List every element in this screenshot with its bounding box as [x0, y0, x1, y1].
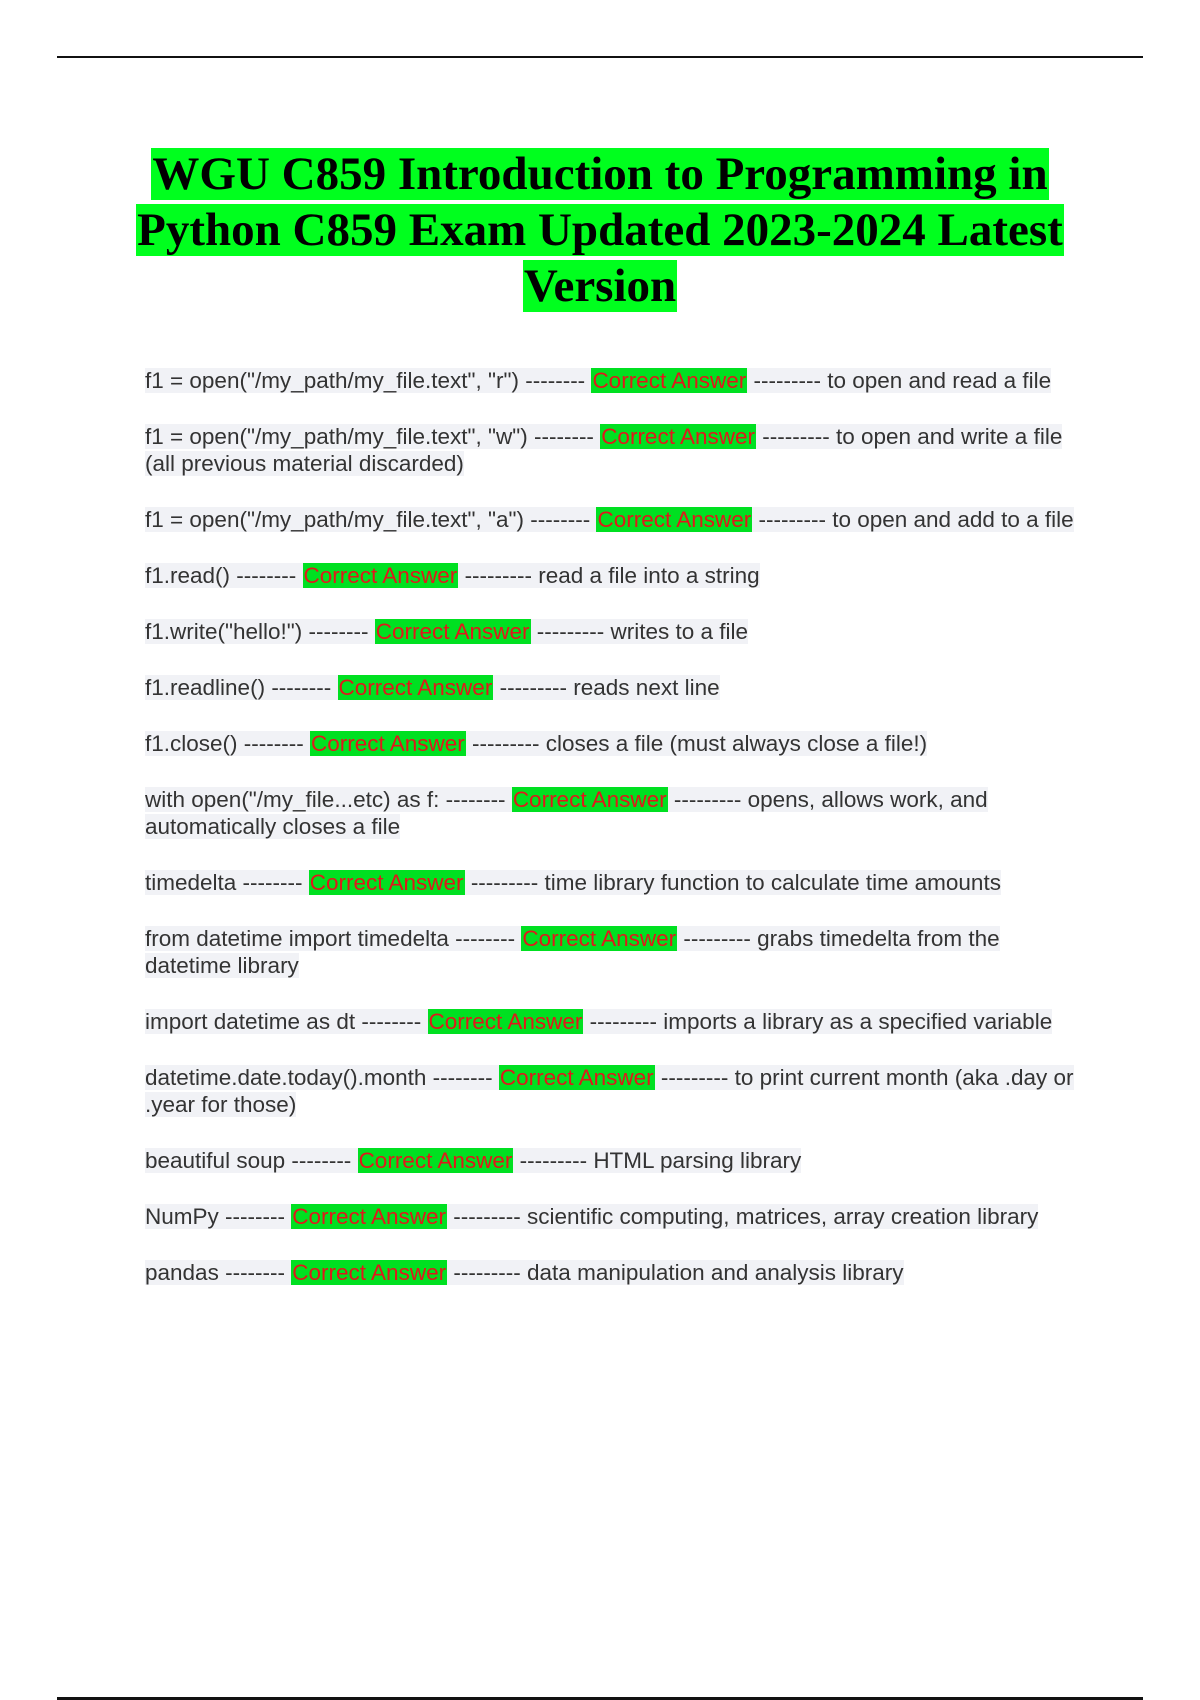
- separator-before: --------: [527, 424, 601, 449]
- entry-answer: to open and read a file: [827, 368, 1052, 393]
- entry-question: datetime.date.today().month: [145, 1065, 427, 1090]
- entry-question: from datetime import timedelta: [145, 926, 449, 951]
- separator-after: ---------: [530, 619, 611, 644]
- separator-after: ---------: [458, 563, 539, 588]
- flashcard-entry: [145, 1203, 1090, 1230]
- entry-answer: closes a file (must always close a file!): [545, 731, 928, 756]
- flashcard-entry: [145, 674, 1090, 701]
- separator-after: ---------: [447, 1204, 527, 1229]
- entry-answer: imports a library as a specified variable: [663, 1009, 1053, 1034]
- entry-question: f1 = open("/my_path/my_file.text", "r"): [145, 368, 519, 393]
- entry-question: import datetime as dt: [145, 1009, 356, 1034]
- separator-after: ---------: [654, 1065, 735, 1090]
- flashcard-entry: [145, 562, 1090, 589]
- flashcard-entry: [145, 506, 1090, 533]
- entry-question: f1.write("hello!"): [145, 619, 303, 644]
- flashcard-entry: [145, 618, 1090, 645]
- separator-before: --------: [218, 1204, 292, 1229]
- correct-answer-label: Correct Answer: [358, 1148, 513, 1173]
- separator-before: --------: [302, 619, 375, 644]
- flashcard-entry: [145, 1259, 1090, 1286]
- flashcard-entry: [145, 1064, 1090, 1118]
- entry-answer: reads next line: [573, 675, 720, 700]
- separator-before: --------: [236, 870, 309, 895]
- entry-question: beautiful soup: [145, 1148, 286, 1173]
- separator-after: ---------: [747, 368, 828, 393]
- entry-answer: scientific computing, matrices, array creation library: [526, 1204, 1039, 1229]
- correct-answer-label: Correct Answer: [601, 424, 755, 449]
- title-highlight: WGU C859 Introduction to Programming in Python C859 Exam Updated 2023-2024 Latest Version: [137, 148, 1063, 312]
- entry-question: f1.close(): [145, 731, 238, 756]
- correct-answer-label: Correct Answer: [310, 731, 465, 756]
- entry-answer: to print current month (aka .day or .year for those): [145, 1065, 1074, 1117]
- entry-answer: writes to a file: [610, 619, 749, 644]
- separator-after: ---------: [513, 1148, 594, 1173]
- entry-answer: grabs timedelta from the datetime library: [145, 926, 1000, 978]
- correct-answer-label: Correct Answer: [292, 1260, 447, 1285]
- separator-before: --------: [230, 563, 303, 588]
- correct-answer-label: Correct Answer: [338, 675, 493, 700]
- top-rule: [57, 56, 1143, 58]
- separator-after: ---------: [756, 424, 836, 449]
- correct-answer-label: Correct Answer: [597, 507, 752, 532]
- document-title: [120, 146, 1080, 314]
- flashcard-entry: [145, 1008, 1090, 1035]
- separator-after: ---------: [752, 507, 833, 532]
- separator-before: --------: [518, 368, 592, 393]
- entry-question: with open("/my_file...etc) as f:: [145, 787, 440, 812]
- separator-before: --------: [285, 1148, 358, 1173]
- flashcard-list: [145, 367, 1090, 1315]
- correct-answer-label: Correct Answer: [309, 870, 464, 895]
- separator-before: --------: [265, 675, 338, 700]
- flashcard-entry: [145, 423, 1090, 477]
- correct-answer-label: Correct Answer: [428, 1009, 583, 1034]
- correct-answer-label: Correct Answer: [375, 619, 530, 644]
- flashcard-entry: [145, 925, 1090, 979]
- correct-answer-label: Correct Answer: [303, 563, 458, 588]
- flashcard-entry: [145, 869, 1090, 896]
- separator-after: ---------: [493, 675, 574, 700]
- flashcard-entry: [145, 367, 1090, 394]
- correct-answer-label: Correct Answer: [592, 368, 747, 393]
- correct-answer-label: Correct Answer: [499, 1065, 654, 1090]
- entry-answer: HTML parsing library: [593, 1148, 802, 1173]
- separator-after: ---------: [464, 870, 545, 895]
- flashcard-entry: [145, 1147, 1090, 1174]
- separator-after: ---------: [447, 1260, 528, 1285]
- entry-question: f1.read(): [145, 563, 231, 588]
- entry-question: f1 = open("/my_path/my_file.text", "a"): [145, 507, 524, 532]
- separator-after: ---------: [667, 787, 748, 812]
- entry-question: f1.readline(): [145, 675, 266, 700]
- flashcard-entry: [145, 730, 1090, 757]
- separator-before: --------: [355, 1009, 428, 1034]
- flashcard-entry: [145, 786, 1090, 840]
- correct-answer-label: Correct Answer: [522, 926, 677, 951]
- entry-question: NumPy: [145, 1204, 219, 1229]
- entry-question: timedelta: [145, 870, 237, 895]
- entry-answer: to open and write a file (all previous material discarded): [145, 424, 1063, 476]
- entry-question: pandas: [145, 1260, 219, 1285]
- separator-before: --------: [218, 1260, 292, 1285]
- separator-before: --------: [439, 787, 512, 812]
- entry-answer: data manipulation and analysis library: [527, 1260, 904, 1285]
- correct-answer-label: Correct Answer: [292, 1204, 447, 1229]
- separator-before: --------: [448, 926, 522, 951]
- separator-after: ---------: [677, 926, 758, 951]
- entry-question: f1 = open("/my_path/my_file.text", "w"): [145, 424, 528, 449]
- entry-answer: read a file into a string: [538, 563, 760, 588]
- correct-answer-label: Correct Answer: [512, 787, 667, 812]
- separator-after: ---------: [465, 731, 546, 756]
- separator-before: --------: [524, 507, 597, 532]
- entry-answer: time library function to calculate time amounts: [544, 870, 1001, 895]
- entry-answer: opens, allows work, and automatically closes a file: [145, 787, 988, 839]
- entry-answer: to open and add to a file: [832, 507, 1074, 532]
- separator-after: ---------: [583, 1009, 664, 1034]
- separator-before: --------: [426, 1065, 499, 1090]
- separator-before: --------: [237, 731, 310, 756]
